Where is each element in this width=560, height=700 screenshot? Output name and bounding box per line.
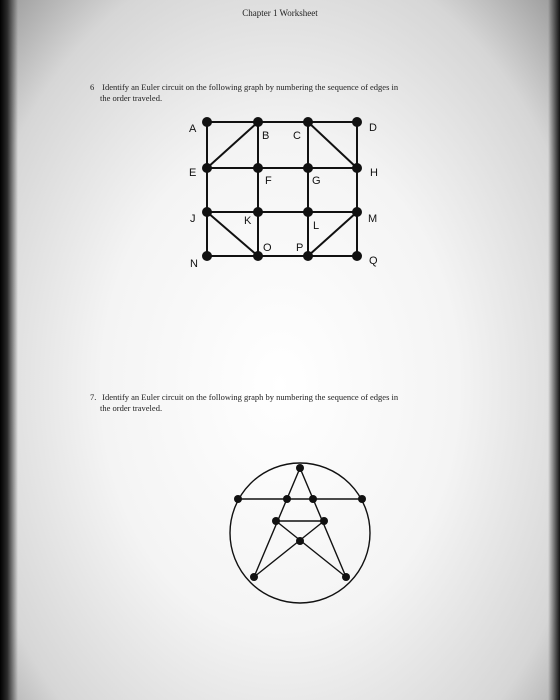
vertex-label-k: K — [244, 215, 252, 227]
vertex — [320, 517, 328, 525]
vertex-label-p: P — [296, 242, 304, 254]
vertex — [250, 573, 258, 581]
question-text-continued: the order traveled. — [100, 93, 163, 103]
vertex-label-h: H — [370, 167, 378, 179]
vertex-label-q: Q — [369, 255, 378, 267]
question-text-continued: the order traveled. — [100, 403, 163, 413]
vertex-label-c: C — [293, 130, 301, 142]
vertex-label-m: M — [368, 213, 378, 225]
vertex-label-a: A — [189, 123, 197, 135]
vertex-label-l: L — [313, 220, 320, 232]
vertex — [309, 495, 317, 503]
graph-edge — [254, 521, 324, 577]
vertex — [234, 495, 242, 503]
vertex — [283, 495, 291, 503]
vertex-label-j: J — [190, 213, 196, 225]
question-text: Identify an Euler circuit on the following graph by numbering the sequence of edges in — [102, 82, 399, 92]
pentagram-graph-edges — [230, 463, 370, 603]
question-number: 7. — [90, 392, 97, 402]
vertex — [296, 537, 304, 545]
vertex-label-d: D — [369, 122, 377, 134]
vertex-label-g: G — [312, 175, 321, 187]
vertex — [272, 517, 280, 525]
vertex-label-b: B — [262, 130, 270, 142]
vertex-label-o: O — [263, 242, 272, 254]
graph-edge — [276, 521, 346, 577]
vertex — [296, 464, 304, 472]
vertex-label-f: F — [265, 175, 272, 187]
pentagram-graph-vertices — [234, 464, 366, 581]
vertex — [342, 573, 350, 581]
vertex — [358, 495, 366, 503]
question-number: 6 — [90, 82, 95, 92]
page-title: Chapter 1 Worksheet — [242, 8, 318, 18]
vertex-label-n: N — [190, 258, 198, 270]
question-text: Identify an Euler circuit on the following graph by numbering the sequence of edges in — [102, 392, 399, 402]
vertex-label-e: E — [189, 167, 197, 179]
outer-circle-edge — [230, 463, 370, 603]
